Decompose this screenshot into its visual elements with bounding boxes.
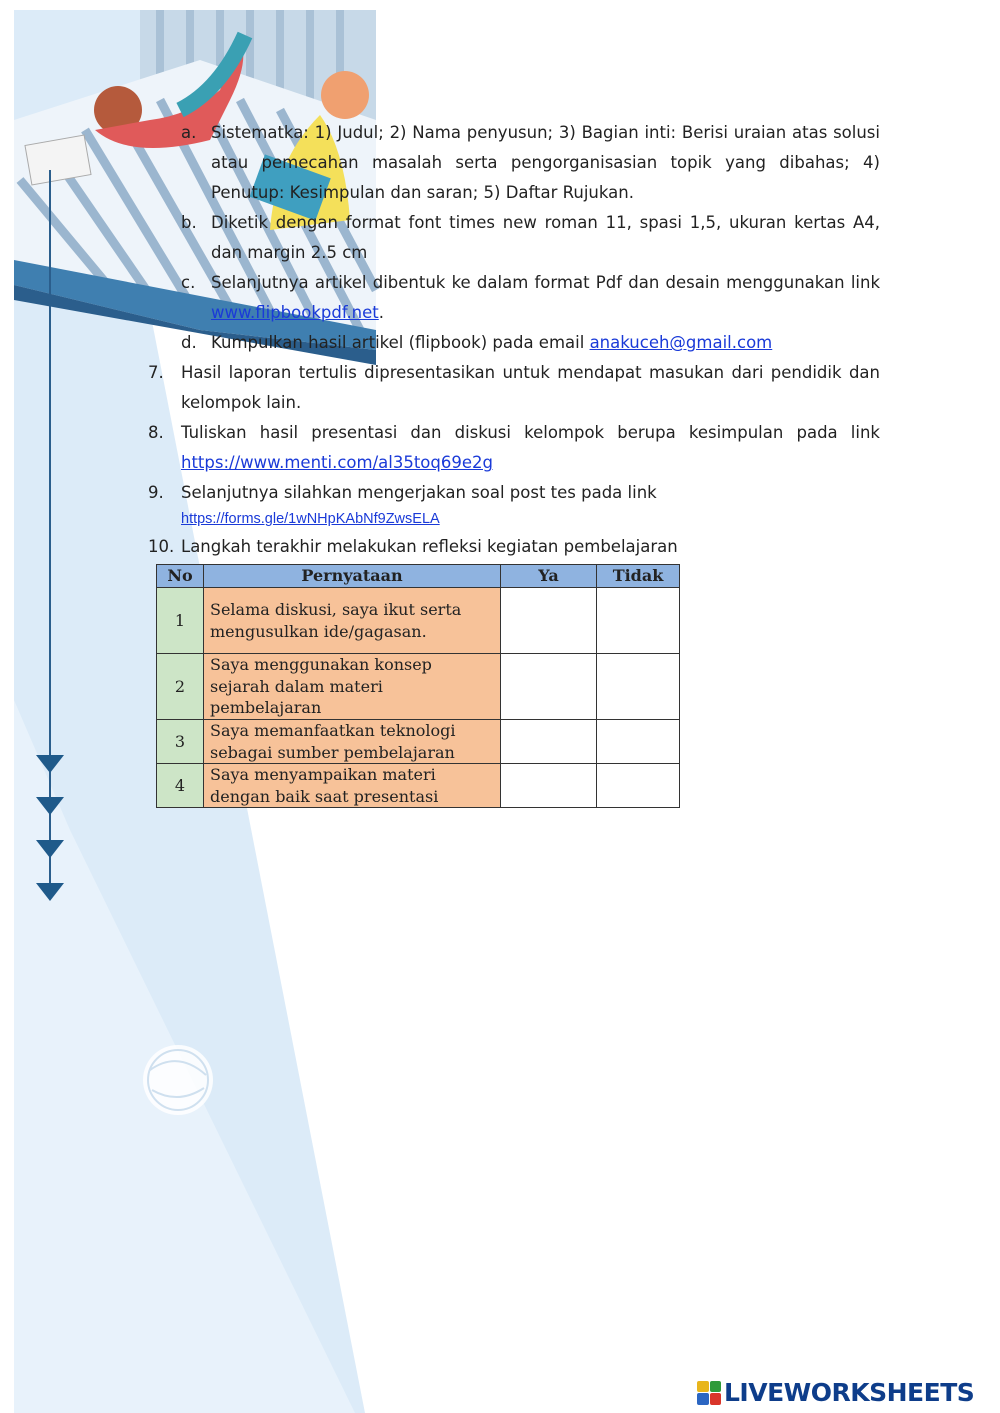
answer-yes-cell[interactable] [501,588,597,654]
list-item-10 [148,532,880,562]
row-statement: Saya menggunakan konsep sejarah dalam materi pembelajaran [204,654,501,720]
sub-item-text: Selanjutnya artikel dibentuk ke dalam format Pdf dan desain menggunakan link [211,273,880,292]
sub-item-letter: b. [181,213,197,232]
answer-yes-cell[interactable] [501,654,597,720]
answer-yes-cell[interactable] [501,720,597,764]
list-item-text: Langkah terakhir melakukan refleksi kegiatan pembelajaran [181,537,678,556]
sub-item-letter: a. [181,123,197,142]
sub-item-b [181,208,880,268]
sub-item-text: Diketik dengan format font times new roman 11, spasi 1,5, ukuran kertas A4, dan margin 2.5 cm [211,213,880,262]
list-item-9 [148,478,880,508]
sub-item-letter: c. [181,273,196,292]
sub-item-content [211,268,880,328]
brand-name: LIVEWORKSHEETS [724,1378,975,1407]
liveworksheets-brand [697,1378,974,1407]
flipbook-link[interactable]: www.flipbookpdf.net [211,303,379,322]
answer-no-cell[interactable] [597,588,680,654]
row-statement: Saya memanfaatkan teknologi sebagai sumber pembelajaran [204,720,501,764]
sub-item-content [211,328,880,358]
table-header-row [157,565,680,588]
table-row [157,764,680,808]
list-item-number: 10. [148,537,175,556]
list-item-content [181,418,880,478]
list-item-number: 7. [148,363,164,382]
table-row [157,720,680,764]
globe-decoration [143,1045,213,1115]
sub-item-suffix: . [378,303,385,322]
row-number: 4 [157,764,204,808]
answer-yes-cell[interactable] [501,764,597,808]
table-row [157,654,680,720]
instructions-text [148,118,880,562]
sub-item-text: Kumpulkan hasil artikel (flipbook) pada email [211,333,590,352]
row-number: 2 [157,654,204,720]
sub-list [148,118,880,358]
answer-no-cell[interactable] [597,720,680,764]
list-item-number: 9. [148,483,164,502]
list-item-text: Selanjutnya silahkan mengerjakan soal post tes pada link [181,483,657,502]
table-row [157,588,680,654]
list-item-text: Hasil laporan tertulis dipresentasikan untuk mendapat masukan dari pendidik dan kelompok lain. [181,363,880,412]
sub-item-d [181,328,880,358]
row-number: 3 [157,720,204,764]
forms-link[interactable]: https://forms.gle/1wNHpKAbNf9ZwsELA [181,511,440,527]
header-no-answer: Tidak [597,565,680,588]
sub-item-c [181,268,880,328]
sub-item-text: Sistematka: 1) Judul; 2) Nama penyusun; 3) Bagian inti: Berisi uraian atas solusi atau pemecahan masalah serta pengorganisasian topik yang dibahas; 4) Penutup: Kesimpulan dan saran; 5) Daftar Rujukan. [211,123,880,202]
liveworksheets-logo-icon [697,1381,721,1405]
row-statement: Saya menyampaikan materi dengan baik saat presentasi [204,764,501,808]
list-item-7 [148,358,880,418]
header-no: No [157,565,204,588]
menti-link[interactable]: https://www.menti.com/al35toq69e2g [181,453,493,472]
list-item-number: 8. [148,423,164,442]
sub-item-letter: d. [181,333,197,352]
row-statement: Selama diskusi, saya ikut serta mengusulkan ide/gagasan. [204,588,501,654]
email-link[interactable]: anakuceh@gmail.com [589,333,773,352]
reflection-table [156,564,680,808]
sub-item-a [181,118,880,208]
answer-no-cell[interactable] [597,654,680,720]
person-head-right [321,71,369,119]
answer-no-cell[interactable] [597,764,680,808]
list-item-text: Tuliskan hasil presentasi dan diskusi kelompok berupa kesimpulan pada link [181,423,880,442]
header-yes: Ya [501,565,597,588]
list-item-8 [148,418,880,478]
row-number: 1 [157,588,204,654]
header-statement: Pernyataan [204,565,501,588]
